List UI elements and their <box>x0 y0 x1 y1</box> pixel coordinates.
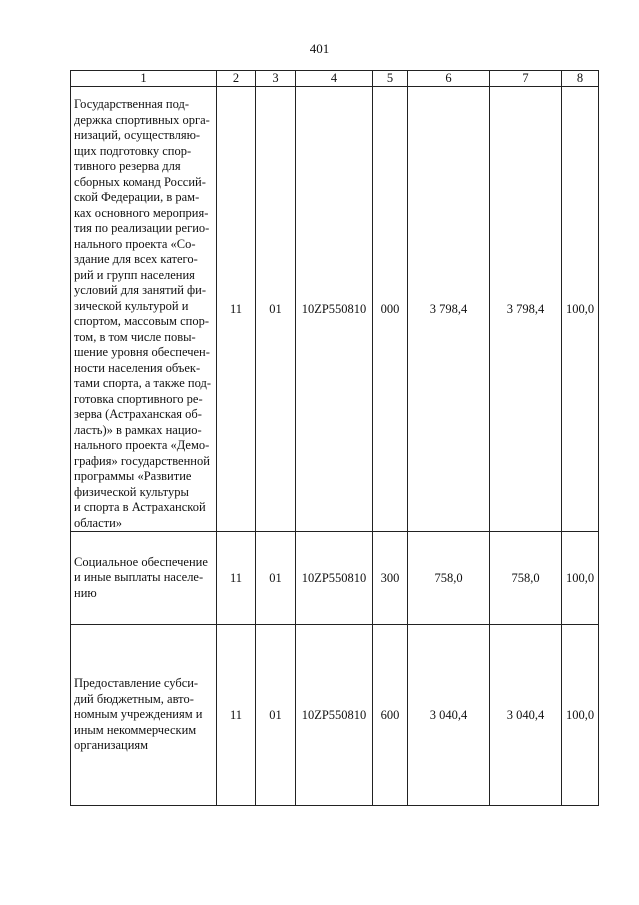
row-description <box>71 87 217 532</box>
description-line: ности населения объек- <box>74 360 201 375</box>
description-line: сборных команд Россий- <box>74 174 206 189</box>
description-line: физической культуры <box>74 484 189 499</box>
description-line: Предоставление субси- <box>74 676 199 691</box>
description-line: тия по реализации регио- <box>74 221 210 235</box>
table-row <box>71 87 599 532</box>
executed-amount: 758,0 <box>490 532 562 625</box>
description-line: ласть)» в рамках нацио- <box>74 422 202 437</box>
description-line: шение уровня обеспечен- <box>74 345 210 359</box>
description-line: нию <box>74 585 97 600</box>
description-line: области» <box>74 515 123 530</box>
description-line: ках основного мероприя- <box>74 205 209 220</box>
expense-type-code: 300 <box>373 532 408 625</box>
description-line: готовка спортивного ре- <box>74 391 203 406</box>
column-header: 8 <box>562 71 599 87</box>
description-line: рий и групп населения <box>74 267 195 282</box>
description-line: зерва (Астраханская об- <box>74 407 202 421</box>
description-line: спортом, массовым спор- <box>74 314 209 328</box>
description-line: держка спортивных орга- <box>74 112 210 127</box>
planned-amount: 3 798,4 <box>408 87 490 532</box>
planned-amount: 3 040,4 <box>408 625 490 806</box>
execution-percent: 100,0 <box>562 532 599 625</box>
description-line: ской Федерации, в рам- <box>74 190 200 204</box>
column-header: 7 <box>490 71 562 87</box>
description-line: здание для всех катего- <box>74 252 198 266</box>
subsection-code: 01 <box>256 87 296 532</box>
description-line: Государственная под- <box>74 97 189 111</box>
column-header: 3 <box>256 71 296 87</box>
description-line: и иные выплаты населе- <box>74 570 204 585</box>
description-line: том, в том числе повы- <box>74 329 196 344</box>
target-article-code: 10ZP550810 <box>296 532 373 625</box>
table-row <box>71 625 599 806</box>
column-header: 1 <box>71 71 217 87</box>
description-line: графия» государственной <box>74 453 210 468</box>
column-header: 4 <box>296 71 373 87</box>
planned-amount: 758,0 <box>408 532 490 625</box>
description-line: щих подготовку спор- <box>74 143 192 158</box>
row-description <box>71 625 217 806</box>
description-line: иным некоммерческим <box>74 722 197 737</box>
subsection-code: 01 <box>256 625 296 806</box>
execution-percent: 100,0 <box>562 87 599 532</box>
executed-amount: 3 798,4 <box>490 87 562 532</box>
expense-type-code: 600 <box>373 625 408 806</box>
table-row <box>71 532 599 625</box>
description-line: программы «Развитие <box>74 469 192 483</box>
description-line: нального проекта «Со- <box>74 236 196 251</box>
description-line: зической культурой и <box>74 298 189 313</box>
description-line: дий бюджетным, авто- <box>74 691 194 706</box>
description-line: тивного резерва для <box>74 159 181 173</box>
description-line: организациям <box>74 738 149 753</box>
row-description <box>71 532 217 625</box>
column-header: 5 <box>373 71 408 87</box>
subsection-code: 01 <box>256 532 296 625</box>
description-line: нального проекта «Демо- <box>74 438 210 452</box>
executed-amount: 3 040,4 <box>490 625 562 806</box>
description-line: номным учреждениям и <box>74 707 203 722</box>
target-article-code: 10ZP550810 <box>296 625 373 806</box>
description-line: тами спорта, а также под- <box>74 376 212 390</box>
section-code: 11 <box>217 87 256 532</box>
section-code: 11 <box>217 532 256 625</box>
column-header: 2 <box>217 71 256 87</box>
description-line: условий для занятий фи- <box>74 283 207 297</box>
section-code: 11 <box>217 625 256 806</box>
column-header: 6 <box>408 71 490 87</box>
description-line: и спорта в Астраханской <box>74 500 206 514</box>
budget-table <box>70 70 599 806</box>
description-line: низаций, осуществляю- <box>74 128 201 142</box>
page-number: 401 <box>309 41 330 56</box>
table-header-row <box>71 71 599 87</box>
target-article-code: 10ZP550810 <box>296 87 373 532</box>
description-line: Социальное обеспечение <box>74 554 208 569</box>
execution-percent: 100,0 <box>562 625 599 806</box>
expense-type-code: 000 <box>373 87 408 532</box>
